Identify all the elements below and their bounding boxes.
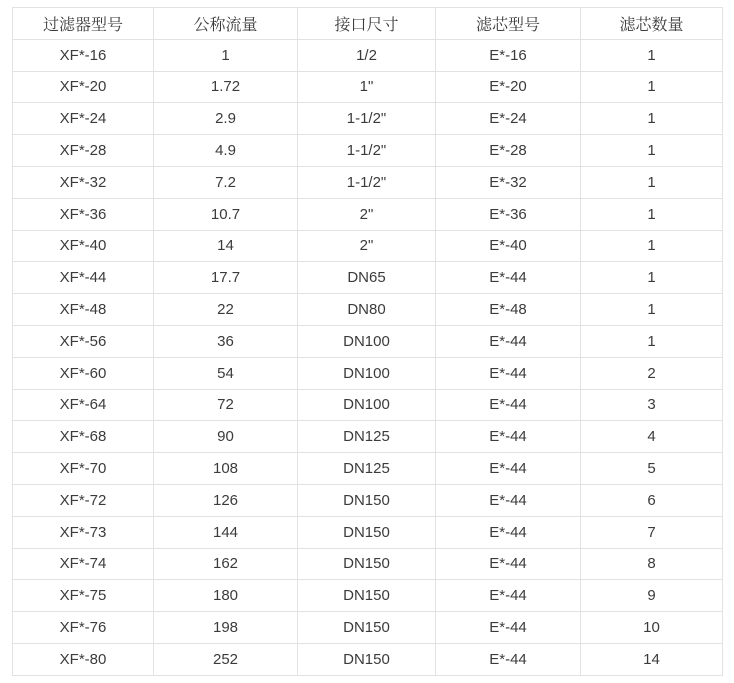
table-cell: E*-44 — [436, 262, 581, 294]
table-cell: 6 — [581, 484, 723, 516]
table-cell: 14 — [154, 230, 298, 262]
table-cell: 162 — [154, 548, 298, 580]
table-cell: E*-28 — [436, 135, 581, 167]
table-cell: DN125 — [298, 453, 436, 485]
column-header-cartridge-qty: 滤芯数量 — [581, 8, 723, 40]
table-cell: E*-44 — [436, 421, 581, 453]
table-header-row — [13, 8, 723, 40]
table-cell: 10 — [581, 612, 723, 644]
table-cell: XF*-80 — [13, 643, 154, 675]
column-header-nominal-flow: 公称流量 — [154, 8, 298, 40]
table-cell: DN150 — [298, 643, 436, 675]
table-cell: XF*-72 — [13, 484, 154, 516]
table-cell: XF*-68 — [13, 421, 154, 453]
table-cell: E*-44 — [436, 643, 581, 675]
table-cell: 1 — [581, 135, 723, 167]
table-cell: 90 — [154, 421, 298, 453]
table-cell: XF*-56 — [13, 325, 154, 357]
table-row — [13, 103, 723, 135]
table-cell: XF*-16 — [13, 39, 154, 71]
table-cell: 1 — [581, 294, 723, 326]
table-cell: 2" — [298, 230, 436, 262]
table-cell: E*-24 — [436, 103, 581, 135]
table-cell: 4.9 — [154, 135, 298, 167]
table-cell: E*-44 — [436, 548, 581, 580]
table-cell: XF*-24 — [13, 103, 154, 135]
table-cell: 1-1/2" — [298, 166, 436, 198]
table-row — [13, 389, 723, 421]
table-cell: 1 — [581, 198, 723, 230]
table-cell: XF*-40 — [13, 230, 154, 262]
table-cell: XF*-75 — [13, 580, 154, 612]
table-cell: 198 — [154, 612, 298, 644]
table-cell: 17.7 — [154, 262, 298, 294]
table-cell: 144 — [154, 516, 298, 548]
table-cell: 1-1/2" — [298, 135, 436, 167]
table-cell: 1 — [581, 103, 723, 135]
table-cell: XF*-60 — [13, 357, 154, 389]
table-cell: E*-40 — [436, 230, 581, 262]
table-cell: XF*-76 — [13, 612, 154, 644]
table-cell: 72 — [154, 389, 298, 421]
table-cell: E*-16 — [436, 39, 581, 71]
table-cell: DN65 — [298, 262, 436, 294]
table-row — [13, 643, 723, 675]
table-cell: E*-20 — [436, 71, 581, 103]
table-row — [13, 484, 723, 516]
table-cell: 1 — [581, 230, 723, 262]
table-cell: 1-1/2" — [298, 103, 436, 135]
table-cell: E*-44 — [436, 357, 581, 389]
table-cell: 108 — [154, 453, 298, 485]
table-cell: DN150 — [298, 548, 436, 580]
table-cell: E*-44 — [436, 453, 581, 485]
table-cell: DN125 — [298, 421, 436, 453]
table-cell: DN150 — [298, 612, 436, 644]
table-cell: XF*-36 — [13, 198, 154, 230]
table-cell: E*-32 — [436, 166, 581, 198]
table-row — [13, 166, 723, 198]
table-cell: DN100 — [298, 389, 436, 421]
table-row — [13, 325, 723, 357]
table-cell: XF*-20 — [13, 71, 154, 103]
table-cell: 1" — [298, 71, 436, 103]
table-cell: E*-44 — [436, 389, 581, 421]
table-row — [13, 262, 723, 294]
table-cell: E*-36 — [436, 198, 581, 230]
table-cell: XF*-32 — [13, 166, 154, 198]
column-header-interface-size: 接口尺寸 — [298, 8, 436, 40]
table-cell: 14 — [581, 643, 723, 675]
table-cell: 1 — [581, 166, 723, 198]
table-cell: DN150 — [298, 580, 436, 612]
table-row — [13, 39, 723, 71]
table-cell: 54 — [154, 357, 298, 389]
table-cell: DN80 — [298, 294, 436, 326]
table-cell: XF*-70 — [13, 453, 154, 485]
table-cell: 1.72 — [154, 71, 298, 103]
column-header-cartridge-model: 滤芯型号 — [436, 8, 581, 40]
table-cell: XF*-48 — [13, 294, 154, 326]
table-row — [13, 548, 723, 580]
table-cell: DN150 — [298, 484, 436, 516]
table-cell: 3 — [581, 389, 723, 421]
table-row — [13, 198, 723, 230]
table-cell: XF*-28 — [13, 135, 154, 167]
table-cell: E*-44 — [436, 580, 581, 612]
table-row — [13, 230, 723, 262]
table-cell: 5 — [581, 453, 723, 485]
column-header-filter-model: 过滤器型号 — [13, 8, 154, 40]
table-cell: 9 — [581, 580, 723, 612]
table-cell: E*-44 — [436, 612, 581, 644]
table-cell: 36 — [154, 325, 298, 357]
table-cell: DN100 — [298, 325, 436, 357]
table-row — [13, 294, 723, 326]
table-cell: 8 — [581, 548, 723, 580]
table-cell: DN150 — [298, 516, 436, 548]
table-cell: 126 — [154, 484, 298, 516]
table-cell: 1/2 — [298, 39, 436, 71]
filter-spec-table — [12, 7, 723, 676]
table-cell: 1 — [581, 39, 723, 71]
table-cell: 1 — [581, 71, 723, 103]
table-cell: 7 — [581, 516, 723, 548]
table-row — [13, 135, 723, 167]
table-cell: 2" — [298, 198, 436, 230]
table-cell: E*-44 — [436, 484, 581, 516]
table-cell: 1 — [581, 325, 723, 357]
table-cell: 1 — [154, 39, 298, 71]
table-row — [13, 357, 723, 389]
table-row — [13, 516, 723, 548]
table-cell: DN100 — [298, 357, 436, 389]
table-cell: 7.2 — [154, 166, 298, 198]
table-cell: XF*-44 — [13, 262, 154, 294]
table-cell: 2 — [581, 357, 723, 389]
table-cell: E*-44 — [436, 516, 581, 548]
table-cell: 4 — [581, 421, 723, 453]
table-cell: XF*-73 — [13, 516, 154, 548]
table-cell: 10.7 — [154, 198, 298, 230]
table-row — [13, 580, 723, 612]
table-row — [13, 453, 723, 485]
table-row — [13, 71, 723, 103]
table-cell: XF*-64 — [13, 389, 154, 421]
table-cell: E*-48 — [436, 294, 581, 326]
table-cell: 22 — [154, 294, 298, 326]
table-row — [13, 421, 723, 453]
table-cell: XF*-74 — [13, 548, 154, 580]
table-cell: 1 — [581, 262, 723, 294]
table-cell: 180 — [154, 580, 298, 612]
table-cell: 2.9 — [154, 103, 298, 135]
table-row — [13, 612, 723, 644]
table-cell: E*-44 — [436, 325, 581, 357]
table-cell: 252 — [154, 643, 298, 675]
table-body — [13, 39, 723, 675]
